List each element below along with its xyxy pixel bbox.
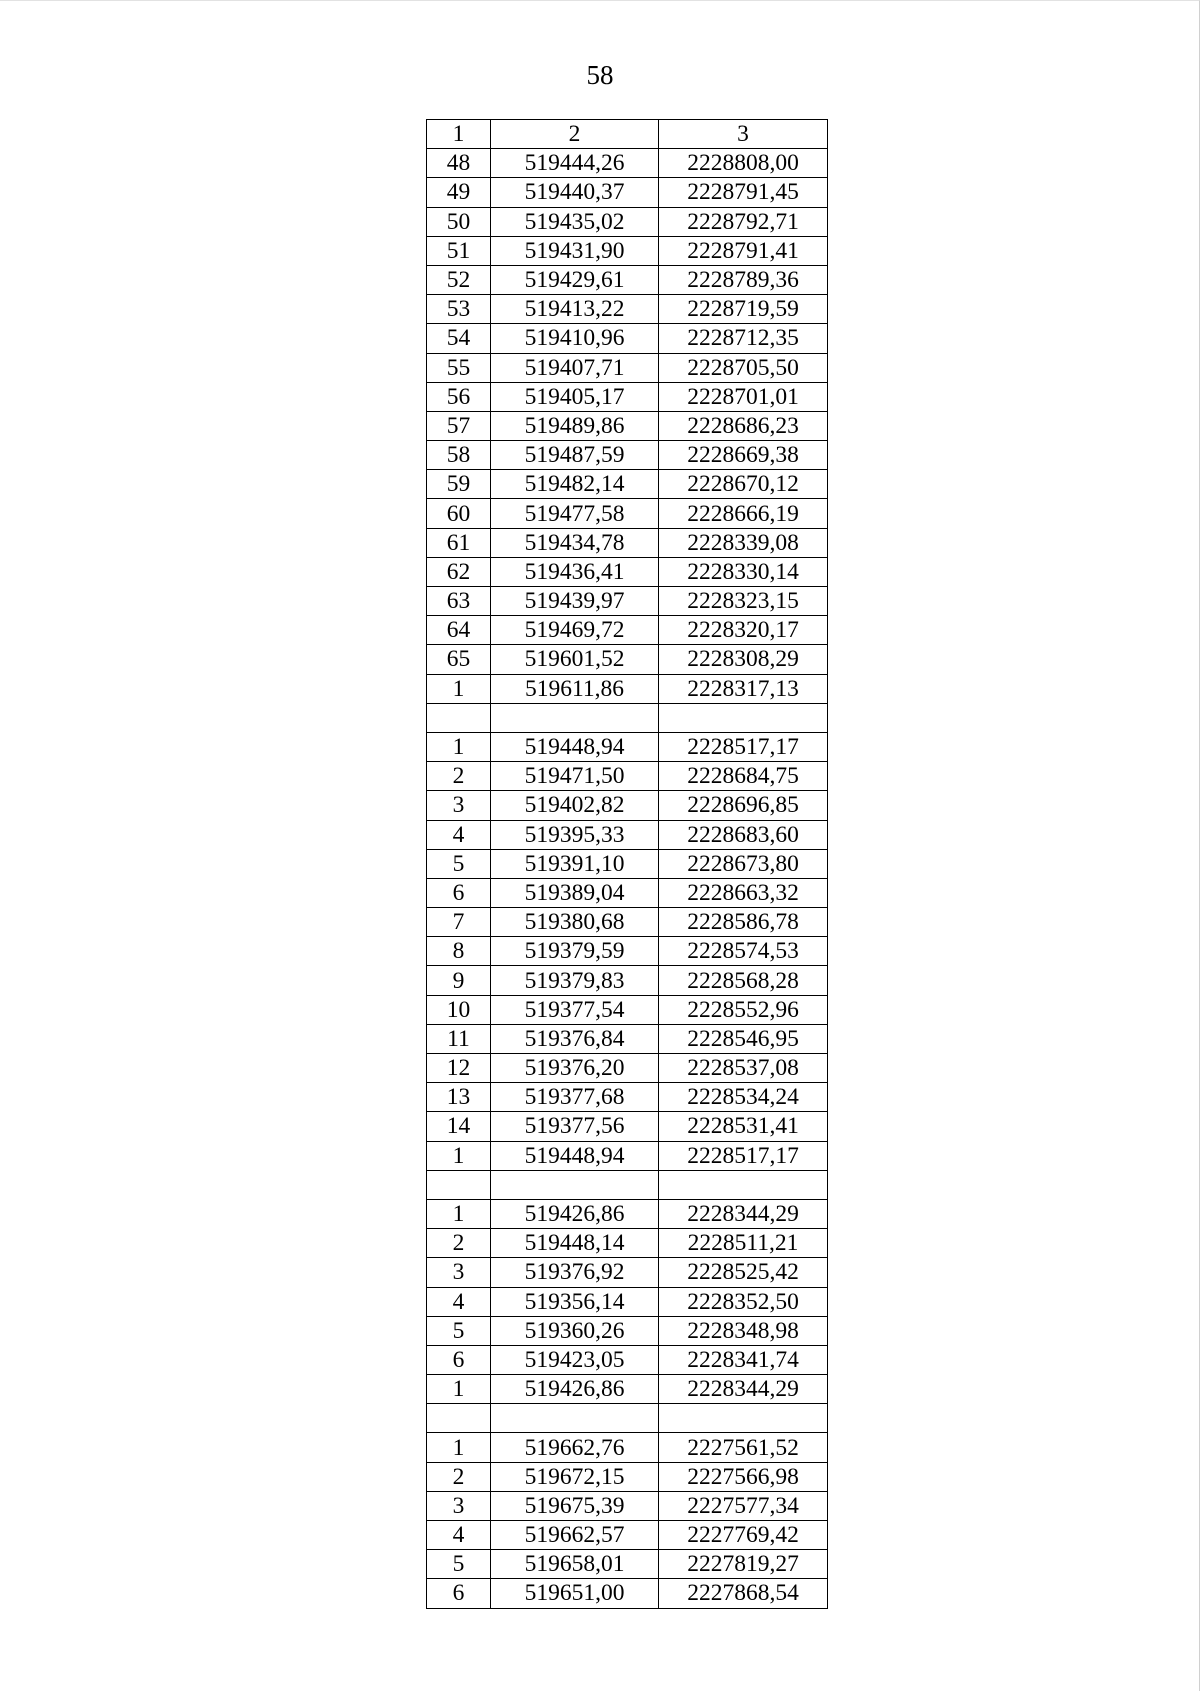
y-coordinate-cell: 2228511,21	[659, 1229, 828, 1258]
y-coordinate-cell: 2228552,96	[659, 995, 828, 1024]
x-coordinate-cell: 519413,22	[491, 295, 659, 324]
x-coordinate-cell: 519426,86	[491, 1199, 659, 1228]
y-coordinate-cell	[659, 1404, 828, 1433]
y-coordinate-cell: 2228789,36	[659, 265, 828, 294]
y-coordinate-cell: 2227577,34	[659, 1491, 828, 1520]
table-body	[427, 149, 828, 1608]
table-row	[427, 674, 828, 703]
y-coordinate-cell: 2228663,32	[659, 878, 828, 907]
x-coordinate-cell: 519444,26	[491, 149, 659, 178]
table-row	[427, 265, 828, 294]
x-coordinate-cell: 519360,26	[491, 1316, 659, 1345]
point-number-cell: 5	[427, 1316, 491, 1345]
y-coordinate-cell: 2228352,50	[659, 1287, 828, 1316]
table-row	[427, 441, 828, 470]
x-coordinate-cell: 519407,71	[491, 353, 659, 382]
x-coordinate-cell: 519435,02	[491, 207, 659, 236]
point-number-cell: 5	[427, 1550, 491, 1579]
x-coordinate-cell: 519658,01	[491, 1550, 659, 1579]
y-coordinate-cell	[659, 1170, 828, 1199]
y-coordinate-cell: 2228673,80	[659, 849, 828, 878]
x-coordinate-cell: 519405,17	[491, 382, 659, 411]
x-coordinate-cell: 519675,39	[491, 1491, 659, 1520]
point-number-cell: 60	[427, 499, 491, 528]
table-row	[427, 878, 828, 907]
point-number-cell: 49	[427, 178, 491, 207]
y-coordinate-cell: 2228537,08	[659, 1054, 828, 1083]
point-number-cell: 2	[427, 1462, 491, 1491]
x-coordinate-cell: 519448,94	[491, 1141, 659, 1170]
table-row	[427, 820, 828, 849]
y-coordinate-cell	[659, 703, 828, 732]
table-row	[427, 791, 828, 820]
table-row	[427, 295, 828, 324]
table-row	[427, 1199, 828, 1228]
point-number-cell: 1	[427, 1141, 491, 1170]
x-coordinate-cell: 519356,14	[491, 1287, 659, 1316]
table-row	[427, 1024, 828, 1053]
table-row	[427, 995, 828, 1024]
y-coordinate-cell: 2228719,59	[659, 295, 828, 324]
point-number-cell	[427, 703, 491, 732]
point-number-cell: 8	[427, 937, 491, 966]
table-row	[427, 557, 828, 586]
x-coordinate-cell: 519379,59	[491, 937, 659, 966]
point-number-cell: 50	[427, 207, 491, 236]
y-coordinate-cell: 2228683,60	[659, 820, 828, 849]
x-coordinate-cell: 519376,84	[491, 1024, 659, 1053]
y-coordinate-cell: 2228546,95	[659, 1024, 828, 1053]
x-coordinate-cell: 519489,86	[491, 411, 659, 440]
y-coordinate-cell: 2228669,38	[659, 441, 828, 470]
table-row	[427, 1521, 828, 1550]
point-number-cell: 3	[427, 1491, 491, 1520]
table-row	[427, 1083, 828, 1112]
table-row	[427, 1112, 828, 1141]
x-coordinate-cell: 519601,52	[491, 645, 659, 674]
y-coordinate-cell: 2228808,00	[659, 149, 828, 178]
y-coordinate-cell: 2228696,85	[659, 791, 828, 820]
table-row	[427, 1141, 828, 1170]
column-header: 3	[659, 120, 828, 149]
table-row	[427, 178, 828, 207]
point-number-cell: 3	[427, 791, 491, 820]
y-coordinate-cell: 2228323,15	[659, 587, 828, 616]
x-coordinate-cell: 519448,94	[491, 732, 659, 761]
point-number-cell: 54	[427, 324, 491, 353]
y-coordinate-cell: 2227769,42	[659, 1521, 828, 1550]
point-number-cell: 61	[427, 528, 491, 557]
table-row	[427, 1170, 828, 1199]
y-coordinate-cell: 2227561,52	[659, 1433, 828, 1462]
y-coordinate-cell: 2228686,23	[659, 411, 828, 440]
point-number-cell	[427, 1170, 491, 1199]
x-coordinate-cell: 519377,68	[491, 1083, 659, 1112]
x-coordinate-cell: 519379,83	[491, 966, 659, 995]
y-coordinate-cell: 2228712,35	[659, 324, 828, 353]
table-row	[427, 207, 828, 236]
table-row	[427, 1579, 828, 1608]
y-coordinate-cell: 2228666,19	[659, 499, 828, 528]
point-number-cell: 7	[427, 908, 491, 937]
y-coordinate-cell: 2228534,24	[659, 1083, 828, 1112]
table-row	[427, 1054, 828, 1083]
table-row	[427, 849, 828, 878]
point-number-cell: 53	[427, 295, 491, 324]
point-number-cell: 11	[427, 1024, 491, 1053]
x-coordinate-cell: 519395,33	[491, 820, 659, 849]
y-coordinate-cell: 2228308,29	[659, 645, 828, 674]
table-row	[427, 1404, 828, 1433]
y-coordinate-cell: 2228574,53	[659, 937, 828, 966]
table-row	[427, 324, 828, 353]
point-number-cell: 1	[427, 1375, 491, 1404]
x-coordinate-cell: 519662,76	[491, 1433, 659, 1462]
y-coordinate-cell: 2228586,78	[659, 908, 828, 937]
x-coordinate-cell: 519440,37	[491, 178, 659, 207]
x-coordinate-cell: 519377,56	[491, 1112, 659, 1141]
x-coordinate-cell: 519380,68	[491, 908, 659, 937]
point-number-cell: 1	[427, 1199, 491, 1228]
point-number-cell: 4	[427, 1287, 491, 1316]
table-row	[427, 411, 828, 440]
y-coordinate-cell: 2227819,27	[659, 1550, 828, 1579]
table-row	[427, 236, 828, 265]
table-row	[427, 966, 828, 995]
y-coordinate-cell: 2228701,01	[659, 382, 828, 411]
table-row	[427, 1462, 828, 1491]
x-coordinate-cell: 519376,20	[491, 1054, 659, 1083]
x-coordinate-cell: 519439,97	[491, 587, 659, 616]
table-header	[427, 120, 828, 149]
y-coordinate-cell: 2228344,29	[659, 1199, 828, 1228]
table-row	[427, 1258, 828, 1287]
x-coordinate-cell: 519402,82	[491, 791, 659, 820]
x-coordinate-cell	[491, 703, 659, 732]
y-coordinate-cell: 2227566,98	[659, 1462, 828, 1491]
x-coordinate-cell: 519426,86	[491, 1375, 659, 1404]
table-row	[427, 587, 828, 616]
table-row	[427, 1345, 828, 1374]
x-coordinate-cell: 519471,50	[491, 762, 659, 791]
point-number-cell: 59	[427, 470, 491, 499]
point-number-cell: 6	[427, 1345, 491, 1374]
y-coordinate-cell: 2228517,17	[659, 732, 828, 761]
point-number-cell: 51	[427, 236, 491, 265]
y-coordinate-cell: 2228791,45	[659, 178, 828, 207]
table-row	[427, 382, 828, 411]
y-coordinate-cell: 2228339,08	[659, 528, 828, 557]
table-row	[427, 149, 828, 178]
point-number-cell: 52	[427, 265, 491, 294]
y-coordinate-cell: 2228791,41	[659, 236, 828, 265]
x-coordinate-cell: 519429,61	[491, 265, 659, 294]
x-coordinate-cell: 519651,00	[491, 1579, 659, 1608]
point-number-cell: 9	[427, 966, 491, 995]
table-row	[427, 353, 828, 382]
x-coordinate-cell: 519389,04	[491, 878, 659, 907]
x-coordinate-cell: 519377,54	[491, 995, 659, 1024]
point-number-cell: 48	[427, 149, 491, 178]
table-row	[427, 908, 828, 937]
point-number-cell: 12	[427, 1054, 491, 1083]
table-row	[427, 1491, 828, 1520]
point-number-cell: 1	[427, 732, 491, 761]
column-header: 2	[491, 120, 659, 149]
y-coordinate-cell: 2228341,74	[659, 1345, 828, 1374]
y-coordinate-cell: 2228317,13	[659, 674, 828, 703]
table-header-row	[427, 120, 828, 149]
column-header: 1	[427, 120, 491, 149]
x-coordinate-cell: 519482,14	[491, 470, 659, 499]
y-coordinate-cell: 2228705,50	[659, 353, 828, 382]
x-coordinate-cell: 519434,78	[491, 528, 659, 557]
point-number-cell: 14	[427, 1112, 491, 1141]
table-row	[427, 1375, 828, 1404]
y-coordinate-cell: 2228684,75	[659, 762, 828, 791]
point-number-cell: 65	[427, 645, 491, 674]
x-coordinate-cell	[491, 1170, 659, 1199]
point-number-cell: 63	[427, 587, 491, 616]
point-number-cell: 58	[427, 441, 491, 470]
y-coordinate-cell: 2228568,28	[659, 966, 828, 995]
x-coordinate-cell: 519611,86	[491, 674, 659, 703]
table-row	[427, 937, 828, 966]
y-coordinate-cell: 2228330,14	[659, 557, 828, 586]
x-coordinate-cell: 519431,90	[491, 236, 659, 265]
table-row	[427, 645, 828, 674]
y-coordinate-cell: 2228670,12	[659, 470, 828, 499]
table-row	[427, 616, 828, 645]
point-number-cell: 62	[427, 557, 491, 586]
x-coordinate-cell: 519436,41	[491, 557, 659, 586]
table-row	[427, 1550, 828, 1579]
table-row	[427, 1287, 828, 1316]
y-coordinate-cell: 2228348,98	[659, 1316, 828, 1345]
point-number-cell: 56	[427, 382, 491, 411]
x-coordinate-cell: 519448,14	[491, 1229, 659, 1258]
page-number: 58	[586, 60, 614, 90]
y-coordinate-cell: 2228531,41	[659, 1112, 828, 1141]
x-coordinate-cell: 519662,57	[491, 1521, 659, 1550]
point-number-cell: 6	[427, 1579, 491, 1608]
x-coordinate-cell: 519487,59	[491, 441, 659, 470]
point-number-cell	[427, 1404, 491, 1433]
point-number-cell: 57	[427, 411, 491, 440]
point-number-cell: 55	[427, 353, 491, 382]
point-number-cell: 2	[427, 762, 491, 791]
table-row	[427, 703, 828, 732]
table-row	[427, 1433, 828, 1462]
table-row	[427, 732, 828, 761]
point-number-cell: 4	[427, 1521, 491, 1550]
y-coordinate-cell: 2228525,42	[659, 1258, 828, 1287]
table-row	[427, 528, 828, 557]
x-coordinate-cell: 519391,10	[491, 849, 659, 878]
point-number-cell: 10	[427, 995, 491, 1024]
point-number-cell: 6	[427, 878, 491, 907]
y-coordinate-cell: 2228792,71	[659, 207, 828, 236]
x-coordinate-cell: 519410,96	[491, 324, 659, 353]
x-coordinate-cell	[491, 1404, 659, 1433]
x-coordinate-cell: 519477,58	[491, 499, 659, 528]
x-coordinate-cell: 519469,72	[491, 616, 659, 645]
y-coordinate-cell: 2228517,17	[659, 1141, 828, 1170]
y-coordinate-cell: 2227868,54	[659, 1579, 828, 1608]
coordinates-table	[426, 119, 828, 1609]
point-number-cell: 4	[427, 820, 491, 849]
point-number-cell: 13	[427, 1083, 491, 1112]
point-number-cell: 3	[427, 1258, 491, 1287]
point-number-cell: 64	[427, 616, 491, 645]
table-row	[427, 499, 828, 528]
point-number-cell: 2	[427, 1229, 491, 1258]
point-number-cell: 1	[427, 1433, 491, 1462]
table-row	[427, 470, 828, 499]
y-coordinate-cell: 2228344,29	[659, 1375, 828, 1404]
table-row	[427, 762, 828, 791]
y-coordinate-cell: 2228320,17	[659, 616, 828, 645]
table-row	[427, 1229, 828, 1258]
x-coordinate-cell: 519376,92	[491, 1258, 659, 1287]
point-number-cell: 1	[427, 674, 491, 703]
x-coordinate-cell: 519423,05	[491, 1345, 659, 1374]
x-coordinate-cell: 519672,15	[491, 1462, 659, 1491]
table-row	[427, 1316, 828, 1345]
point-number-cell: 5	[427, 849, 491, 878]
